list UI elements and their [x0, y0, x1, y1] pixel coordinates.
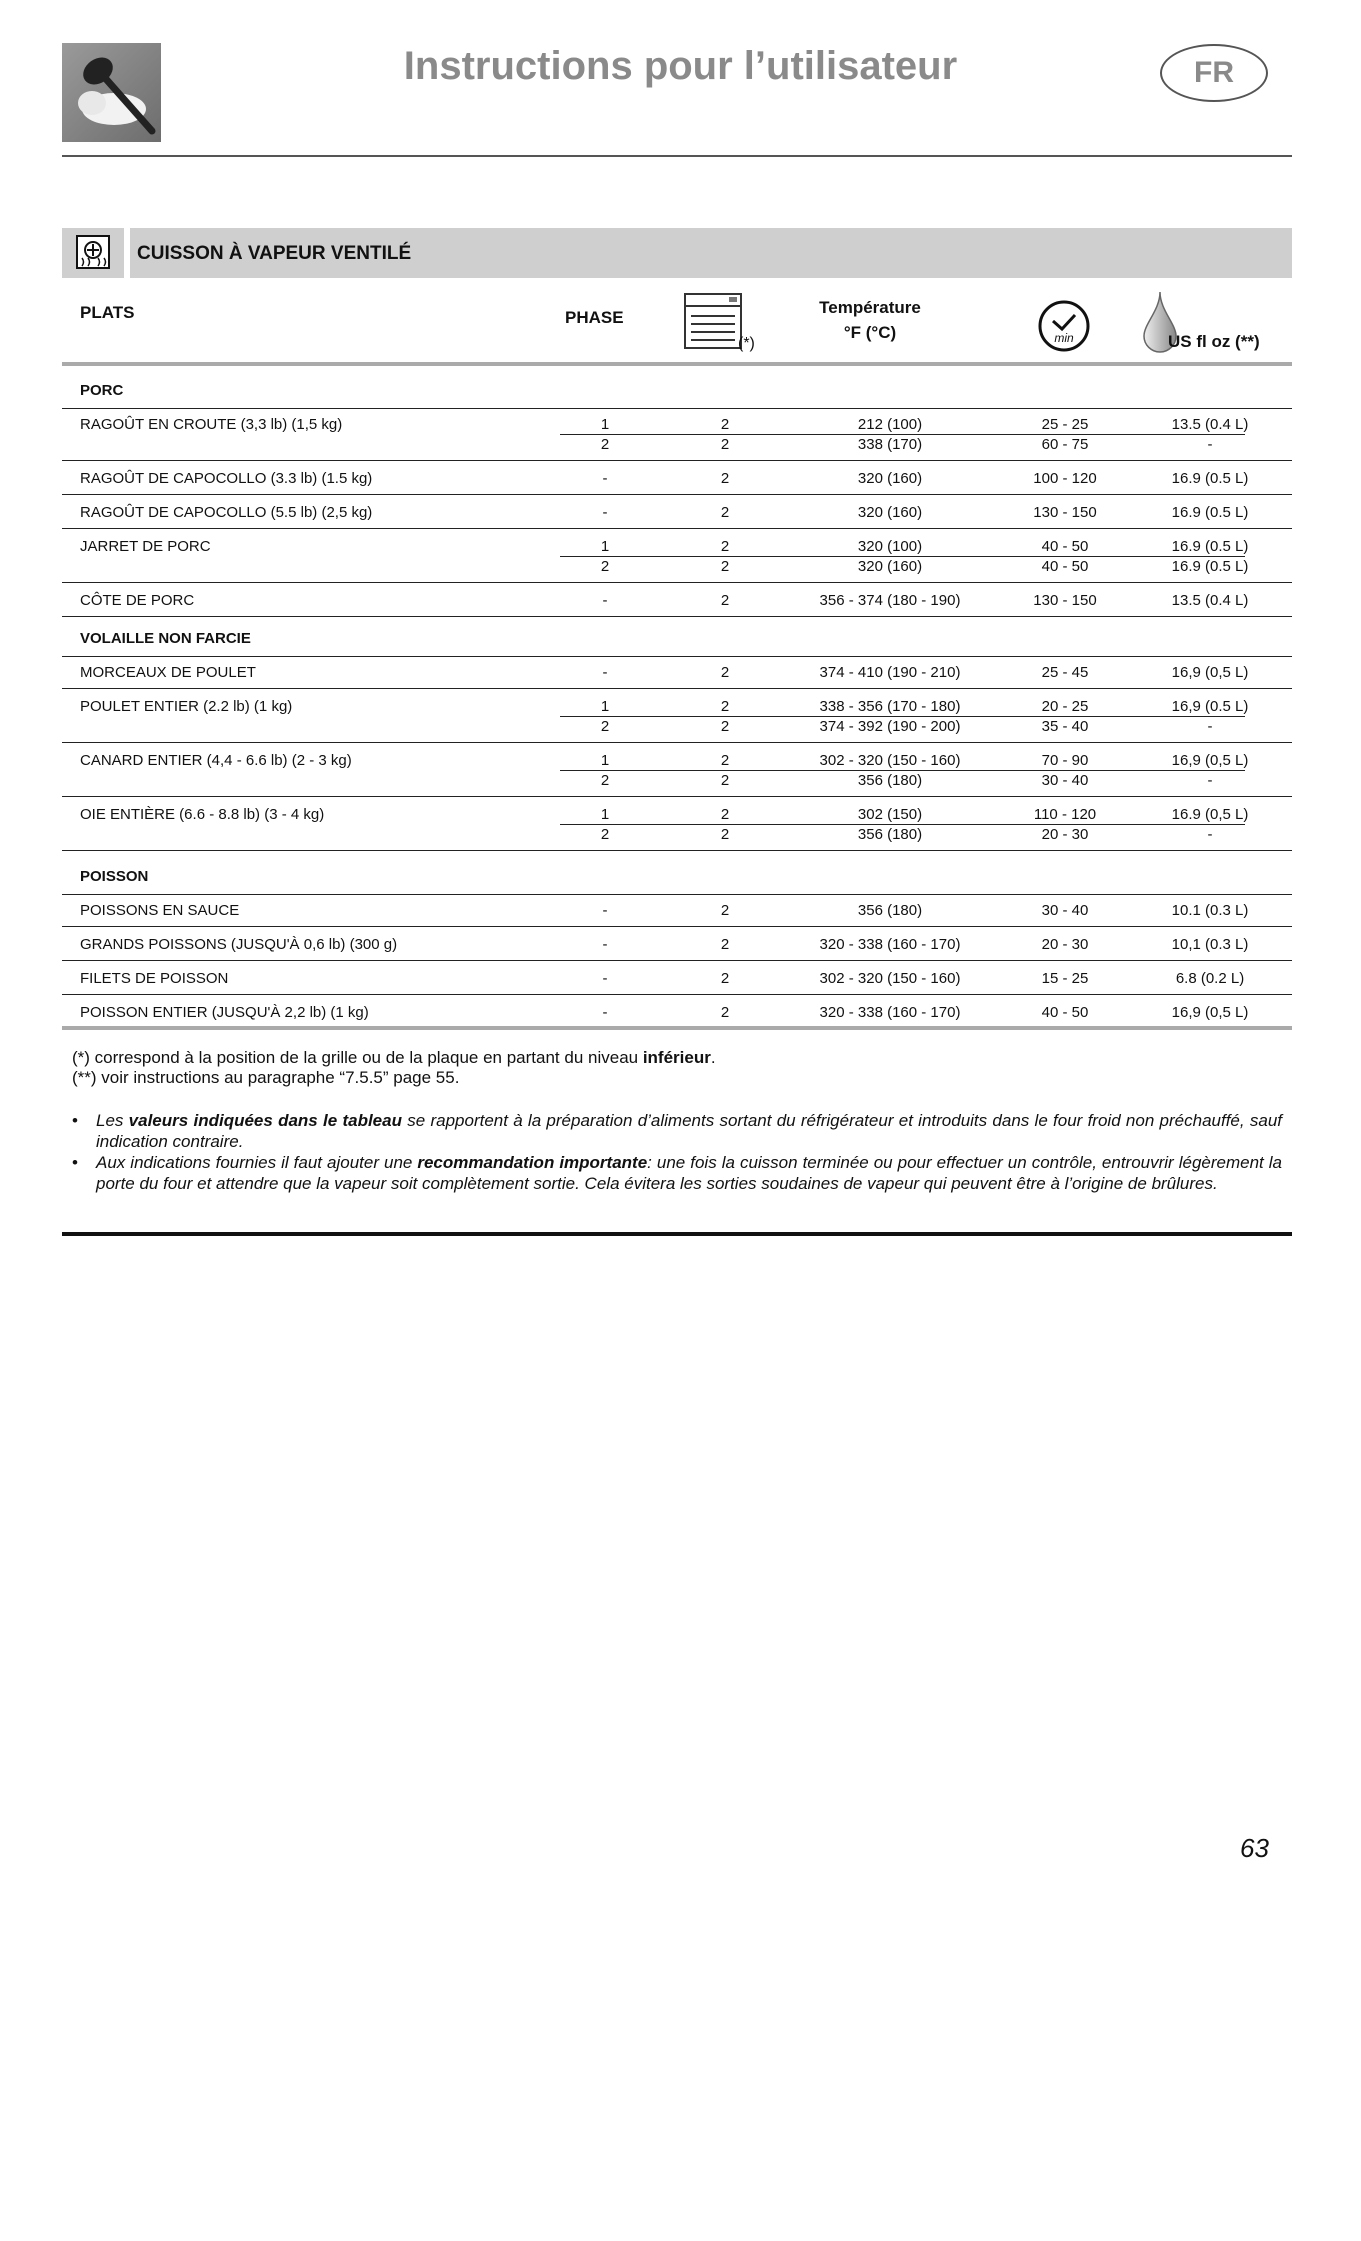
phase-cell: 1	[600, 416, 610, 433]
temperature-cell: 338 (170)	[857, 436, 923, 453]
temperature-cell: 302 - 320 (150 - 160)	[819, 970, 961, 987]
water-cell: 10,1 (0.3 L)	[1171, 936, 1249, 953]
water-cell: -	[1207, 772, 1213, 789]
temperature-cell: 320 (160)	[857, 470, 923, 487]
water-cell: 16.9 (0.5 L)	[1171, 504, 1249, 521]
col-dish-header: PLATS	[80, 303, 135, 322]
temperature-cell: 320 - 338 (160 - 170)	[819, 936, 961, 953]
row-divider	[62, 994, 1292, 995]
row-divider	[62, 408, 1292, 409]
phase-divider	[560, 716, 1245, 717]
level-cell: 2	[720, 558, 730, 575]
temperature-cell: 320 - 338 (160 - 170)	[819, 1004, 961, 1021]
row-divider	[62, 494, 1292, 495]
dish-name: POISSONS EN SAUCE	[80, 902, 240, 919]
time-cell: 30 - 40	[1041, 902, 1089, 919]
time-cell: 110 - 120	[1033, 806, 1097, 823]
dish-name: RAGOÛT DE CAPOCOLLO (5.5 lb) (2,5 kg)	[80, 504, 373, 521]
time-cell: 40 - 50	[1041, 538, 1089, 555]
time-cell: 40 - 50	[1041, 558, 1089, 575]
dish-name: JARRET DE PORC	[80, 538, 211, 555]
time-cell: 20 - 25	[1041, 698, 1089, 715]
row-divider	[62, 960, 1292, 961]
bullet-values-note: • Les valeurs indiquées dans le tableau se rapportent à la préparation d’aliments sortant du réfrigérateur et introduits dans le four froid non préchauffé, sauf indication contraire.	[72, 1111, 1282, 1151]
water-cell: 16,9 (0.5 L)	[1171, 698, 1249, 715]
water-cell: -	[1207, 826, 1213, 843]
time-cell: 15 - 25	[1041, 970, 1089, 987]
time-cell: 130 - 150	[1033, 592, 1097, 609]
phase-cell: 1	[600, 698, 610, 715]
dish-name: RAGOÛT EN CROUTE (3,3 lb) (1,5 kg)	[80, 416, 343, 433]
water-cell: 16,9 (0,5 L)	[1171, 752, 1249, 769]
temperature-cell: 356 - 374 (180 - 190)	[819, 592, 961, 609]
time-cell: 130 - 150	[1033, 504, 1097, 521]
temperature-cell: 302 (150)	[857, 806, 923, 823]
water-cell: 16.9 (0.5 L)	[1171, 538, 1249, 555]
temperature-cell: 320 (160)	[857, 504, 923, 521]
dish-name: CANARD ENTIER (4,4 - 6.6 lb) (2 - 3 kg)	[80, 752, 352, 769]
row-divider	[62, 894, 1292, 895]
row-divider	[62, 742, 1292, 743]
temperature-cell: 338 - 356 (170 - 180)	[819, 698, 961, 715]
time-cell: 25 - 25	[1041, 416, 1089, 433]
row-divider	[62, 688, 1292, 689]
phase-cell: -	[602, 1004, 608, 1021]
bullet-recommendation-note: • Aux indications fournies il faut ajouter une recommandation importante: une fois la cuisson terminée ou pour effectuer un contrôle, entrouvrir légèrement la porte du four et attendre que la vapeur soit complètement sortie. Cela évitera les sorties soudaines de vapeur qui peuvent être à l’origine de brûlures.	[72, 1153, 1282, 1193]
level-cell: 2	[720, 1004, 730, 1021]
water-cell: 16,9 (0,5 L)	[1171, 664, 1249, 681]
table-bottom-rule	[62, 1026, 1292, 1030]
row-divider	[62, 796, 1292, 797]
phase-divider	[560, 770, 1245, 771]
col-temp-header-line1: Température	[819, 298, 921, 317]
phase-cell: -	[602, 936, 608, 953]
header-divider	[62, 155, 1292, 157]
category-label: VOLAILLE NON FARCIE	[80, 630, 251, 647]
col-temp-header-line2: °F (°C)	[843, 323, 897, 342]
phase-cell: 1	[600, 752, 610, 769]
phase-divider	[560, 824, 1245, 825]
phase-cell: 2	[600, 436, 610, 453]
level-cell: 2	[720, 538, 730, 555]
oven-shelf-icon	[683, 292, 743, 354]
water-cell: -	[1207, 718, 1213, 735]
level-cell: 2	[720, 752, 730, 769]
row-divider	[62, 528, 1292, 529]
phase-cell: -	[602, 664, 608, 681]
note-level: (*) correspond à la position de la grille ou de la plaque en partant du niveau inférieur.	[72, 1048, 716, 1067]
phase-cell: 2	[600, 558, 610, 575]
water-cell: 6.8 (0.2 L)	[1175, 970, 1245, 987]
phase-cell: 2	[600, 718, 610, 735]
dish-name: POISSON ENTIER (JUSQU'À 2,2 lb) (1 kg)	[80, 1004, 369, 1021]
water-cell: 16.9 (0.5 L)	[1171, 470, 1249, 487]
phase-cell: 2	[600, 772, 610, 789]
row-divider	[62, 616, 1292, 617]
water-cell: -	[1207, 436, 1213, 453]
col-water-header: US fl oz (**)	[1168, 332, 1260, 351]
level-cell: 2	[720, 592, 730, 609]
level-cell: 2	[720, 718, 730, 735]
level-cell: 2	[720, 806, 730, 823]
time-cell: 35 - 40	[1041, 718, 1089, 735]
level-cell: 2	[720, 826, 730, 843]
level-cell: 2	[720, 902, 730, 919]
temperature-cell: 374 - 410 (190 - 210)	[819, 664, 961, 681]
temperature-cell: 356 (180)	[857, 902, 923, 919]
time-cell: 100 - 120	[1033, 470, 1097, 487]
level-cell: 2	[720, 436, 730, 453]
section-title: CUISSON À VAPEUR VENTILÉ	[137, 243, 412, 264]
note-water: (**) voir instructions au paragraphe “7.5.5” page 55.	[72, 1068, 460, 1087]
page-title: Instructions pour l’utilisateur	[403, 44, 958, 88]
level-cell: 2	[720, 936, 730, 953]
water-cell: 16.9 (0,5 L)	[1171, 806, 1249, 823]
language-badge: FR	[1160, 44, 1268, 102]
water-cell: 16.9 (0.5 L)	[1171, 558, 1249, 575]
clock-min-label: min	[1054, 331, 1074, 345]
table-header-rule	[62, 362, 1292, 366]
time-cell: 20 - 30	[1041, 936, 1089, 953]
clock-icon	[1037, 299, 1091, 353]
time-cell: 60 - 75	[1041, 436, 1089, 453]
row-divider	[62, 926, 1292, 927]
temperature-cell: 302 - 320 (150 - 160)	[819, 752, 961, 769]
time-cell: 20 - 30	[1041, 826, 1089, 843]
phase-cell: -	[602, 970, 608, 987]
dish-name: CÔTE DE PORC	[80, 592, 195, 609]
row-divider	[62, 582, 1292, 583]
category-label: PORC	[80, 382, 124, 399]
row-divider	[62, 656, 1292, 657]
phase-cell: -	[602, 470, 608, 487]
phase-divider	[560, 434, 1245, 435]
phase-cell: -	[602, 902, 608, 919]
temperature-cell: 212 (100)	[857, 416, 923, 433]
temperature-cell: 320 (100)	[857, 538, 923, 555]
category-label: POISSON	[80, 868, 149, 885]
temperature-cell: 320 (160)	[857, 558, 923, 575]
water-cell: 16,9 (0,5 L)	[1171, 1004, 1249, 1021]
level-note-marker: (*)	[738, 335, 755, 352]
dish-name: POULET ENTIER (2.2 lb) (1 kg)	[80, 698, 293, 715]
phase-cell: 2	[600, 826, 610, 843]
phase-cell: -	[602, 504, 608, 521]
time-cell: 25 - 45	[1041, 664, 1089, 681]
dish-name: OIE ENTIÈRE (6.6 - 8.8 lb) (3 - 4 kg)	[80, 806, 325, 823]
level-cell: 2	[720, 772, 730, 789]
level-cell: 2	[720, 698, 730, 715]
dish-name: FILETS DE POISSON	[80, 970, 229, 987]
level-cell: 2	[720, 416, 730, 433]
level-cell: 2	[720, 504, 730, 521]
water-cell: 13.5 (0.4 L)	[1171, 592, 1249, 609]
page-number: 63	[1240, 1833, 1269, 1863]
phase-cell: -	[602, 592, 608, 609]
time-cell: 30 - 40	[1041, 772, 1089, 789]
row-divider	[62, 460, 1292, 461]
phase-cell: 1	[600, 806, 610, 823]
level-cell: 2	[720, 970, 730, 987]
water-cell: 13.5 (0.4 L)	[1171, 416, 1249, 433]
temperature-cell: 374 - 392 (190 - 200)	[819, 718, 961, 735]
level-cell: 2	[720, 664, 730, 681]
dish-name: RAGOÛT DE CAPOCOLLO (3.3 lb) (1.5 kg)	[80, 470, 373, 487]
col-phase-header: PHASE	[565, 308, 624, 327]
time-cell: 40 - 50	[1041, 1004, 1089, 1021]
notes-bottom-rule	[62, 1232, 1292, 1236]
level-cell: 2	[720, 470, 730, 487]
phase-divider	[560, 556, 1245, 557]
temperature-cell: 356 (180)	[857, 826, 923, 843]
time-cell: 70 - 90	[1041, 752, 1089, 769]
row-divider	[62, 850, 1292, 851]
phase-cell: 1	[600, 538, 610, 555]
dish-name: MORCEAUX DE POULET	[80, 664, 256, 681]
temperature-cell: 356 (180)	[857, 772, 923, 789]
water-cell: 10.1 (0.3 L)	[1171, 902, 1249, 919]
steam-fan-icon	[62, 228, 124, 278]
dish-name: GRANDS POISSONS (JUSQU'À 0,6 lb) (300 g)	[80, 936, 398, 953]
